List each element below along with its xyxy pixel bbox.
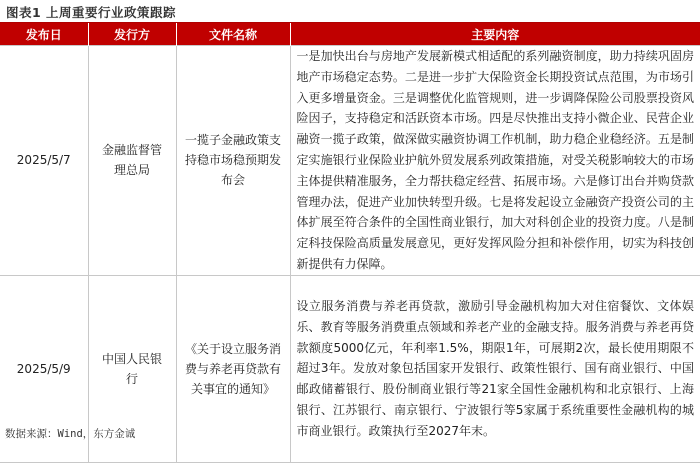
document-text: 《关于设立服务消费与养老再贷款有关事宜的通知》 (184, 341, 281, 396)
source-note: 数据来源：Wind，东方金诚 (5, 428, 136, 440)
cell-issuer (88, 46, 176, 276)
issuer-text: 金融监督管理总局 (101, 143, 162, 178)
header-date: 发布日 (0, 23, 88, 46)
cell-date: 2025/5/7 (0, 46, 88, 276)
table-row (0, 46, 700, 276)
cell-content: 一是加快出台与房地产发展新模式相适配的系列融资制度，助力持续巩固房地产市场稳定态势。二是进一步扩大保险资金长期投资试点范围，为市场引入更多增量资金。三是调整优化监管规则，进一步调降保险公司股票投资风险因子，支持稳定和活跃资本市场。四是尽快推出支持小微企业、民营企业融资一揽子政策，做深做实融资协调工作机制，助力稳企业稳经济。五是制定实施银行业保险业护航外贸发展系列政策措施，对受关税影响较大的市场主体提供精准服务，全力帮扶稳定经营、拓展市场。六是修订出台并购贷款管理办法，促进产业加快转型升级。七是将发起设立金融资产投资公司的主体扩展至符合条件的全国性商业银行，加大对科创企业的投资力度。八是制定科技保险高质量发展意见，更好发挥风险分担和补偿作用，切实为科技创新提供有力保障。 (290, 46, 700, 276)
header-content: 主要内容 (290, 23, 700, 46)
cell-document (176, 46, 290, 276)
cell-content: 设立服务消费与养老再贷款，激励引导金融机构加大对住宿餐饮、文体娱乐、教育等服务消费重点领域和养老产业的金融支持。服务消费与养老再贷款额度5000亿元，年利率1.5%，期限1年，可展期2次，最长使用期限不超过3年。发放对象包括国家开发银行、政策性银行、国有商业银行、中国邮政储蓄银行、股份制商业银行等21家全国性金融机构和北京银行、上海银行、江苏银行、南京银行、宁波银行等5家属于系统重要性金融机构的城市商业银行。政策执行至2027年末。 (290, 275, 700, 462)
document-text: 一揽子金融政策支持稳市场稳预期发布会 (184, 133, 281, 188)
issuer-text: 中国人民银行 (101, 351, 162, 386)
header-document: 文件名称 (176, 23, 290, 46)
header-issuer: 发行方 (88, 23, 176, 46)
policy-table (0, 23, 700, 463)
figure-title: 图表1 上周重要行业政策跟踪 (6, 5, 177, 20)
table-header-row (0, 23, 700, 46)
cell-document (176, 275, 290, 462)
cell-date: 2025/5/9 (0, 275, 88, 462)
